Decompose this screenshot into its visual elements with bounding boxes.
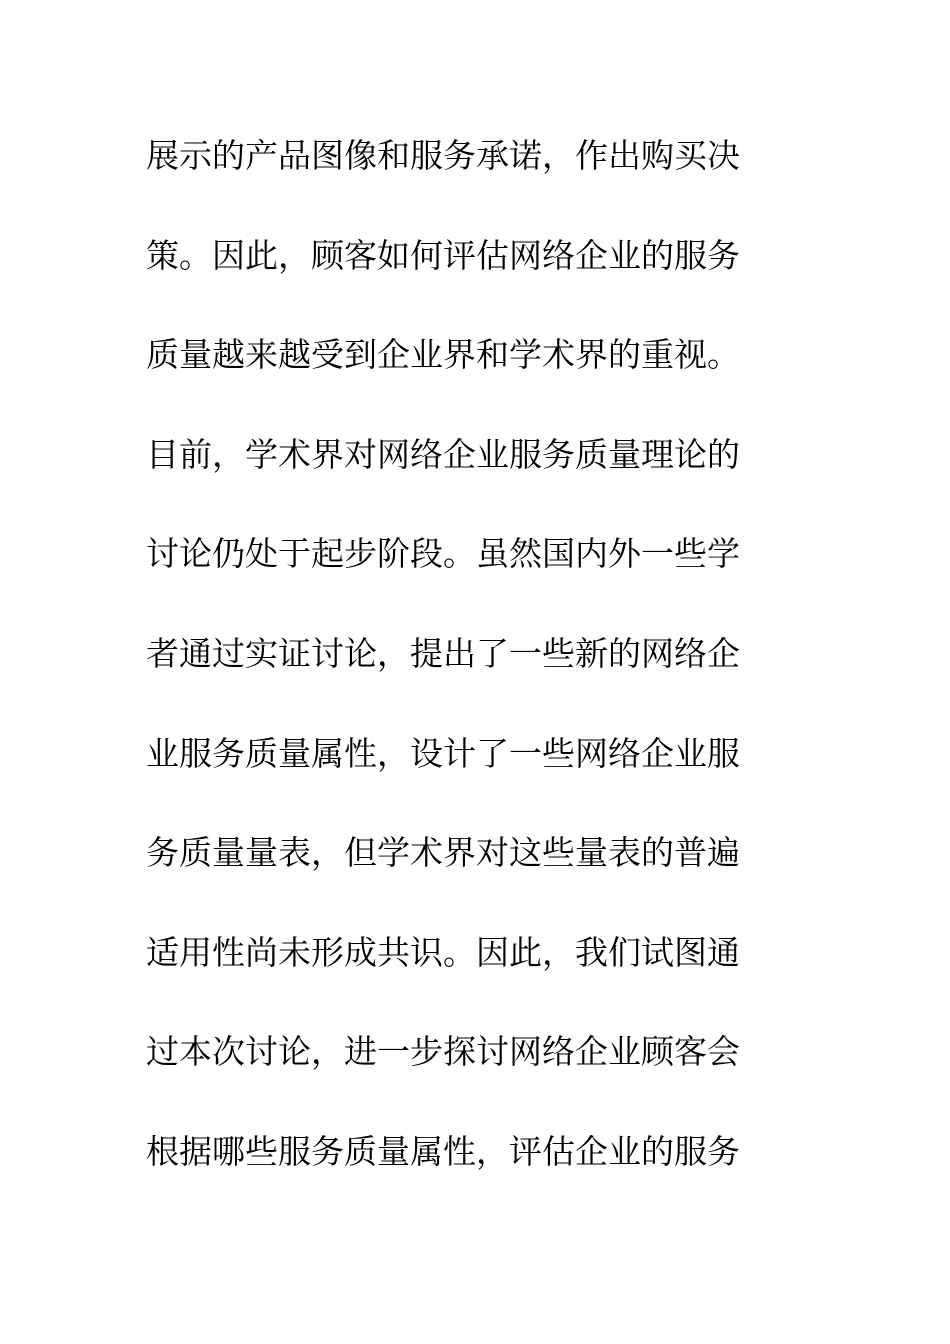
text-line: 根据哪些服务质量属性，评估企业的服务: [146, 1131, 740, 1171]
text-line: 适用性尚未形成共识。因此，我们试图通: [146, 932, 740, 972]
text-line: 业服务质量属性，设计了一些网络企业服: [146, 733, 740, 773]
text-line: 质量越来越受到企业界和学术界的重视。: [146, 335, 740, 375]
text-line: 过本次讨论，进一步探讨网络企业顾客会: [146, 1032, 740, 1072]
text-line: 策。因此，顾客如何评估网络企业的服务: [146, 235, 740, 275]
text-line: 目前，学术界对网络企业服务质量理论的: [146, 434, 740, 474]
text-line: 展示的产品图像和服务承诺，作出购买决: [146, 136, 740, 175]
body-text: [146, 126, 786, 1222]
text-line: 讨论仍处于起步阶段。虽然国内外一些学: [146, 534, 740, 574]
text-line: 者通过实证讨论，提出了一些新的网络企: [146, 633, 740, 673]
text-line: 务质量量表，但学术界对这些量表的普遍: [146, 833, 740, 873]
